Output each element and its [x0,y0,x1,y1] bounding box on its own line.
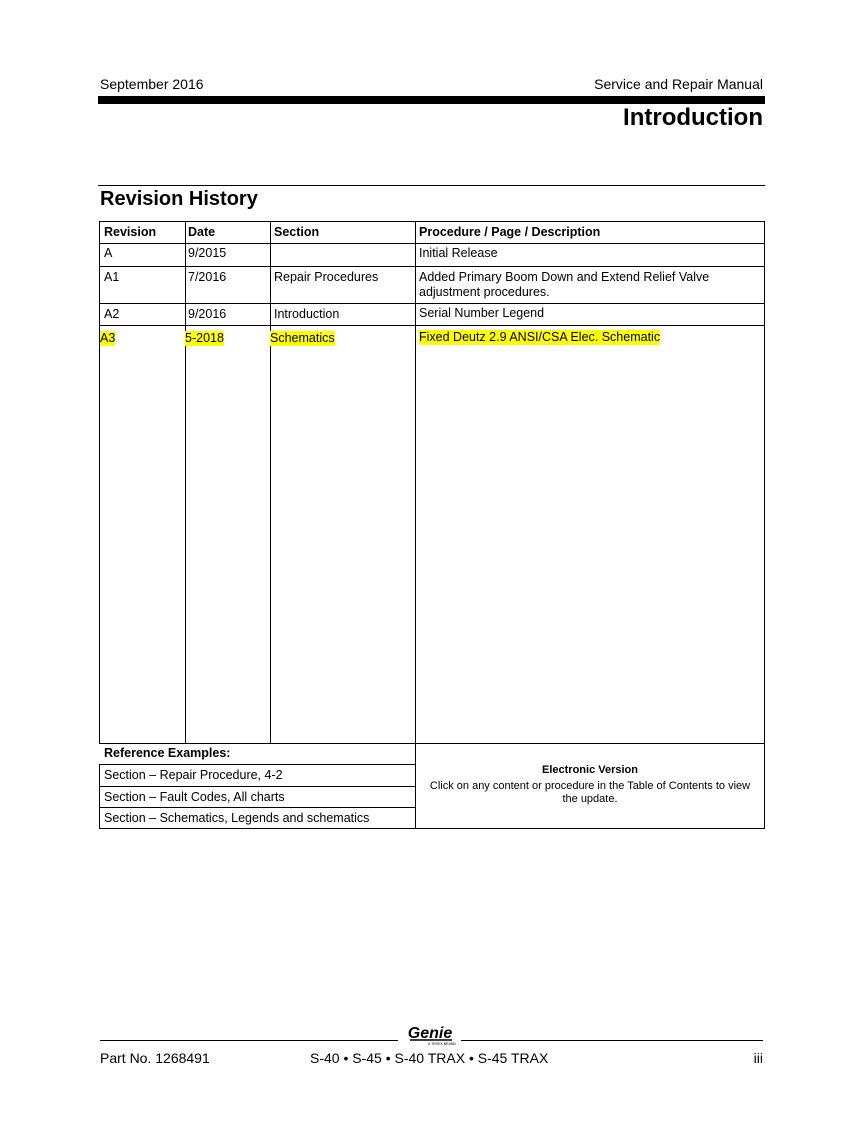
row-divider [100,325,764,326]
genie-logo [402,1024,458,1046]
date-cell: 9/2015 [188,246,227,260]
section-rule [98,185,765,186]
electronic-version-box [415,743,765,829]
column-divider [415,222,416,743]
reference-examples-title: Reference Examples: [104,746,231,760]
revision-history-table [99,221,765,744]
chapter-title: Introduction [623,104,763,131]
column-divider [185,222,186,743]
svg-text:Genie: Genie [407,1025,453,1042]
revision-cell: A3 [100,331,116,345]
model-list: S-40 • S-45 • S-40 TRAX • S-45 TRAX [310,1050,549,1066]
row-divider [100,266,764,267]
reference-item: Section – Repair Procedure, 4-2 [104,768,283,782]
section-title: Revision History [100,188,258,210]
footer-rule [100,1040,398,1041]
section-cell: Introduction [274,307,340,321]
electronic-version-title: Electronic Version [542,764,638,776]
header-revision: Revision [104,225,157,239]
header-manual-title: Service and Repair Manual [594,76,763,92]
date-cell: 5-2018 [185,331,224,345]
revision-cell: A2 [104,307,120,321]
description-cell: Initial Release [419,246,498,260]
description-cell: Fixed Deutz 2.9 ANSI/CSA Elec. Schematic [419,330,661,344]
part-number: Part No. 1268491 [100,1050,210,1066]
reference-examples-box [99,764,416,829]
header-date: Date [188,225,216,239]
header-section: Section [274,225,320,239]
svg-text:A TEREX BRAND: A TEREX BRAND [428,1042,456,1046]
electronic-version-text: Click on any content or procedure in the Table of Contents to view the update. [429,780,751,805]
reference-item: Section – Schematics, Legends and schematics [104,811,370,825]
row-divider [100,807,415,808]
reference-item: Section – Fault Codes, All charts [104,790,285,804]
row-divider [100,786,415,787]
date-cell: 7/2016 [188,270,227,284]
header-date: September 2016 [100,76,204,92]
revision-cell: A [104,246,113,260]
section-cell: Repair Procedures [274,270,379,284]
page-number: iii [753,1050,763,1066]
row-divider [100,303,764,304]
footer-rule [461,1040,763,1041]
date-cell: 9/2016 [188,307,227,321]
revision-cell: A1 [104,270,120,284]
description-cell: Added Primary Boom Down and Extend Relief Valve adjustment procedures. [419,270,710,299]
row-divider [100,243,764,244]
header-rule [98,96,765,104]
description-cell: Serial Number Legend [419,306,545,320]
header-description: Procedure / Page / Description [419,225,601,239]
section-cell: Schematics [270,331,335,345]
column-divider [270,222,271,743]
